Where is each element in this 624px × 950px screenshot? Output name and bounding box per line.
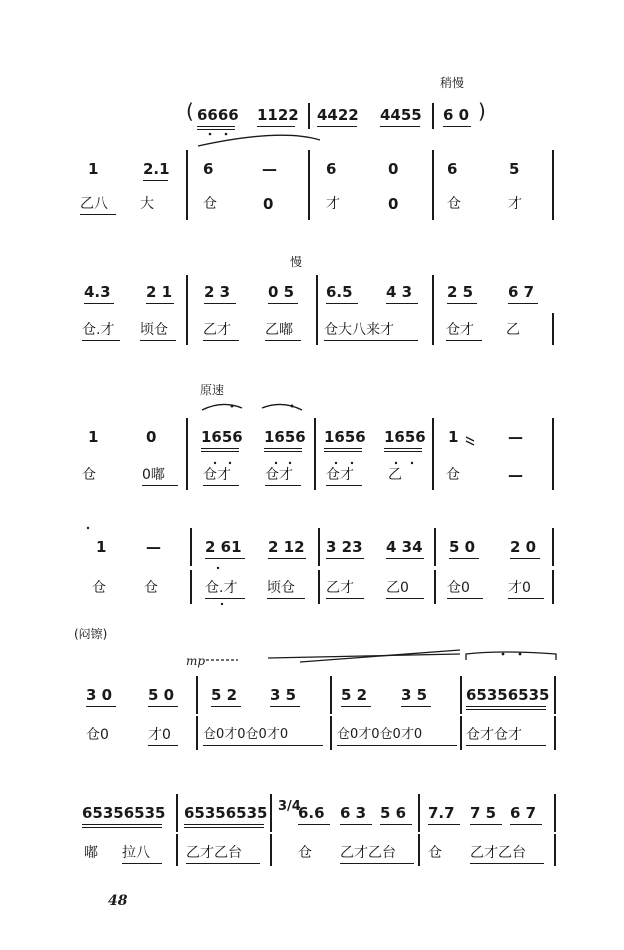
note: 1656 [264,428,306,446]
perc: 仓.才 [205,580,238,596]
time-signature: 3/4 [278,799,301,814]
perc: 乙嘟 [265,322,293,338]
intro-close-paren: ) [478,99,486,123]
perc: 仓才 [326,467,354,483]
perc: 仓 [82,467,96,483]
perc: 仓 [92,580,106,596]
note: 3 0 [86,686,113,704]
note: 1656 [384,428,426,446]
perc: 仓才仓才 [466,727,522,743]
perc: 拉八 [122,845,150,861]
note: 5 6 [380,804,407,822]
slur [202,404,242,410]
tempo-original: 原速 [200,383,225,397]
note: 5 2 [341,686,368,704]
note: 3 5 [270,686,297,704]
page-number: 48 [108,893,128,909]
perc: 0 [263,195,274,213]
perc: 乙才乙台 [186,845,242,861]
note: 6 [326,160,337,178]
note: — [262,160,277,178]
perc: 大 [140,196,154,212]
note: 4 3 [386,283,413,301]
note: 2 5 [447,283,474,301]
perc: 才0 [148,727,171,743]
intro-note: 4422 [317,106,359,124]
note: 6 7 [508,283,535,301]
note: 2.1 [143,160,170,178]
perc: 仓 [203,196,217,212]
note: 2 61 [205,538,242,556]
note: 2 0 [510,538,537,556]
muffled-cymbal-marking: (闷镲) [74,627,108,641]
slur [198,135,320,146]
note: 1 [96,538,107,556]
note: 2 1 [146,283,173,301]
note: 65356535 [184,804,268,822]
note: 2 12 [268,538,305,556]
note: 2 3 [204,283,231,301]
note: 4 34 [386,538,423,556]
note: 0 [146,428,157,446]
perc: 仓0 [447,580,470,596]
note: 65356535 [82,804,166,822]
note: 1 [448,428,459,446]
note: 1 [88,160,99,178]
note: 3 5 [401,686,428,704]
perc: 才0 [508,580,531,596]
dynamic-mp: mp [186,654,206,668]
perc: 仓大八来才 [324,322,394,338]
perc: 仓 [447,196,461,212]
note: 6 [203,160,214,178]
intro-note: 1122 [257,106,299,124]
note: 6 3 [340,804,367,822]
note: 6 7 [510,804,537,822]
perc: 才 [508,196,522,212]
note: 7.7 [428,804,455,822]
perc: 仓0 [86,727,109,743]
perc: 嘟 [84,845,98,861]
note: 6.5 [326,283,353,301]
perc: 乙 [388,467,402,483]
intro-open-paren: ( [186,99,194,123]
perc: 仓才 [203,467,231,483]
perc: 乙0 [386,580,409,596]
intro-note: 4455 [380,106,422,124]
perc: 乙 [506,322,520,338]
perc: 仓.才 [82,322,115,338]
intro-note: 6 0 [443,106,470,124]
note: 7 5 [470,804,497,822]
perc: 仓才 [446,322,474,338]
perc: 0 [388,195,399,213]
note: 3 23 [326,538,363,556]
slur [262,404,302,410]
tempo-slow: 慢 [290,255,303,269]
perc: 仓 [298,845,312,861]
perc: 0嘟 [142,467,165,483]
note: — [146,538,161,556]
note: 0 [388,160,399,178]
perc: 顷仓 [267,580,295,596]
perc: 仓0才0仓0才0 [337,727,423,742]
note: 5 0 [148,686,175,704]
tempo-slightly-slow: 稍慢 [440,76,465,90]
perc: 仓0才0仓0才0 [203,727,289,742]
perc: 仓 [446,467,460,483]
perc: 仓 [144,580,158,596]
note: — [508,428,523,446]
note: 6 [447,160,458,178]
perc: 顷仓 [140,322,168,338]
perc: 仓 [428,845,442,861]
perc: 乙才乙台 [470,845,526,861]
perc: 乙才乙台 [340,845,396,861]
perc: 仓才 [265,467,293,483]
note: 1 [88,428,99,446]
perc: 乙八 [80,196,108,212]
note: 5 0 [449,538,476,556]
note: 0 5 [268,283,295,301]
note: 1656 [201,428,243,446]
perc: 乙才 [326,580,354,596]
note: 5 [509,160,520,178]
perc: 乙才 [203,322,231,338]
note: 6.6 [298,804,325,822]
note: 1656 [324,428,366,446]
note: 65356535 [466,686,550,704]
perc: — [508,466,523,484]
note: 5 2 [211,686,238,704]
intro-note: 6666 [197,106,239,124]
perc: 才 [326,196,340,212]
note: 4.3 [84,283,111,301]
